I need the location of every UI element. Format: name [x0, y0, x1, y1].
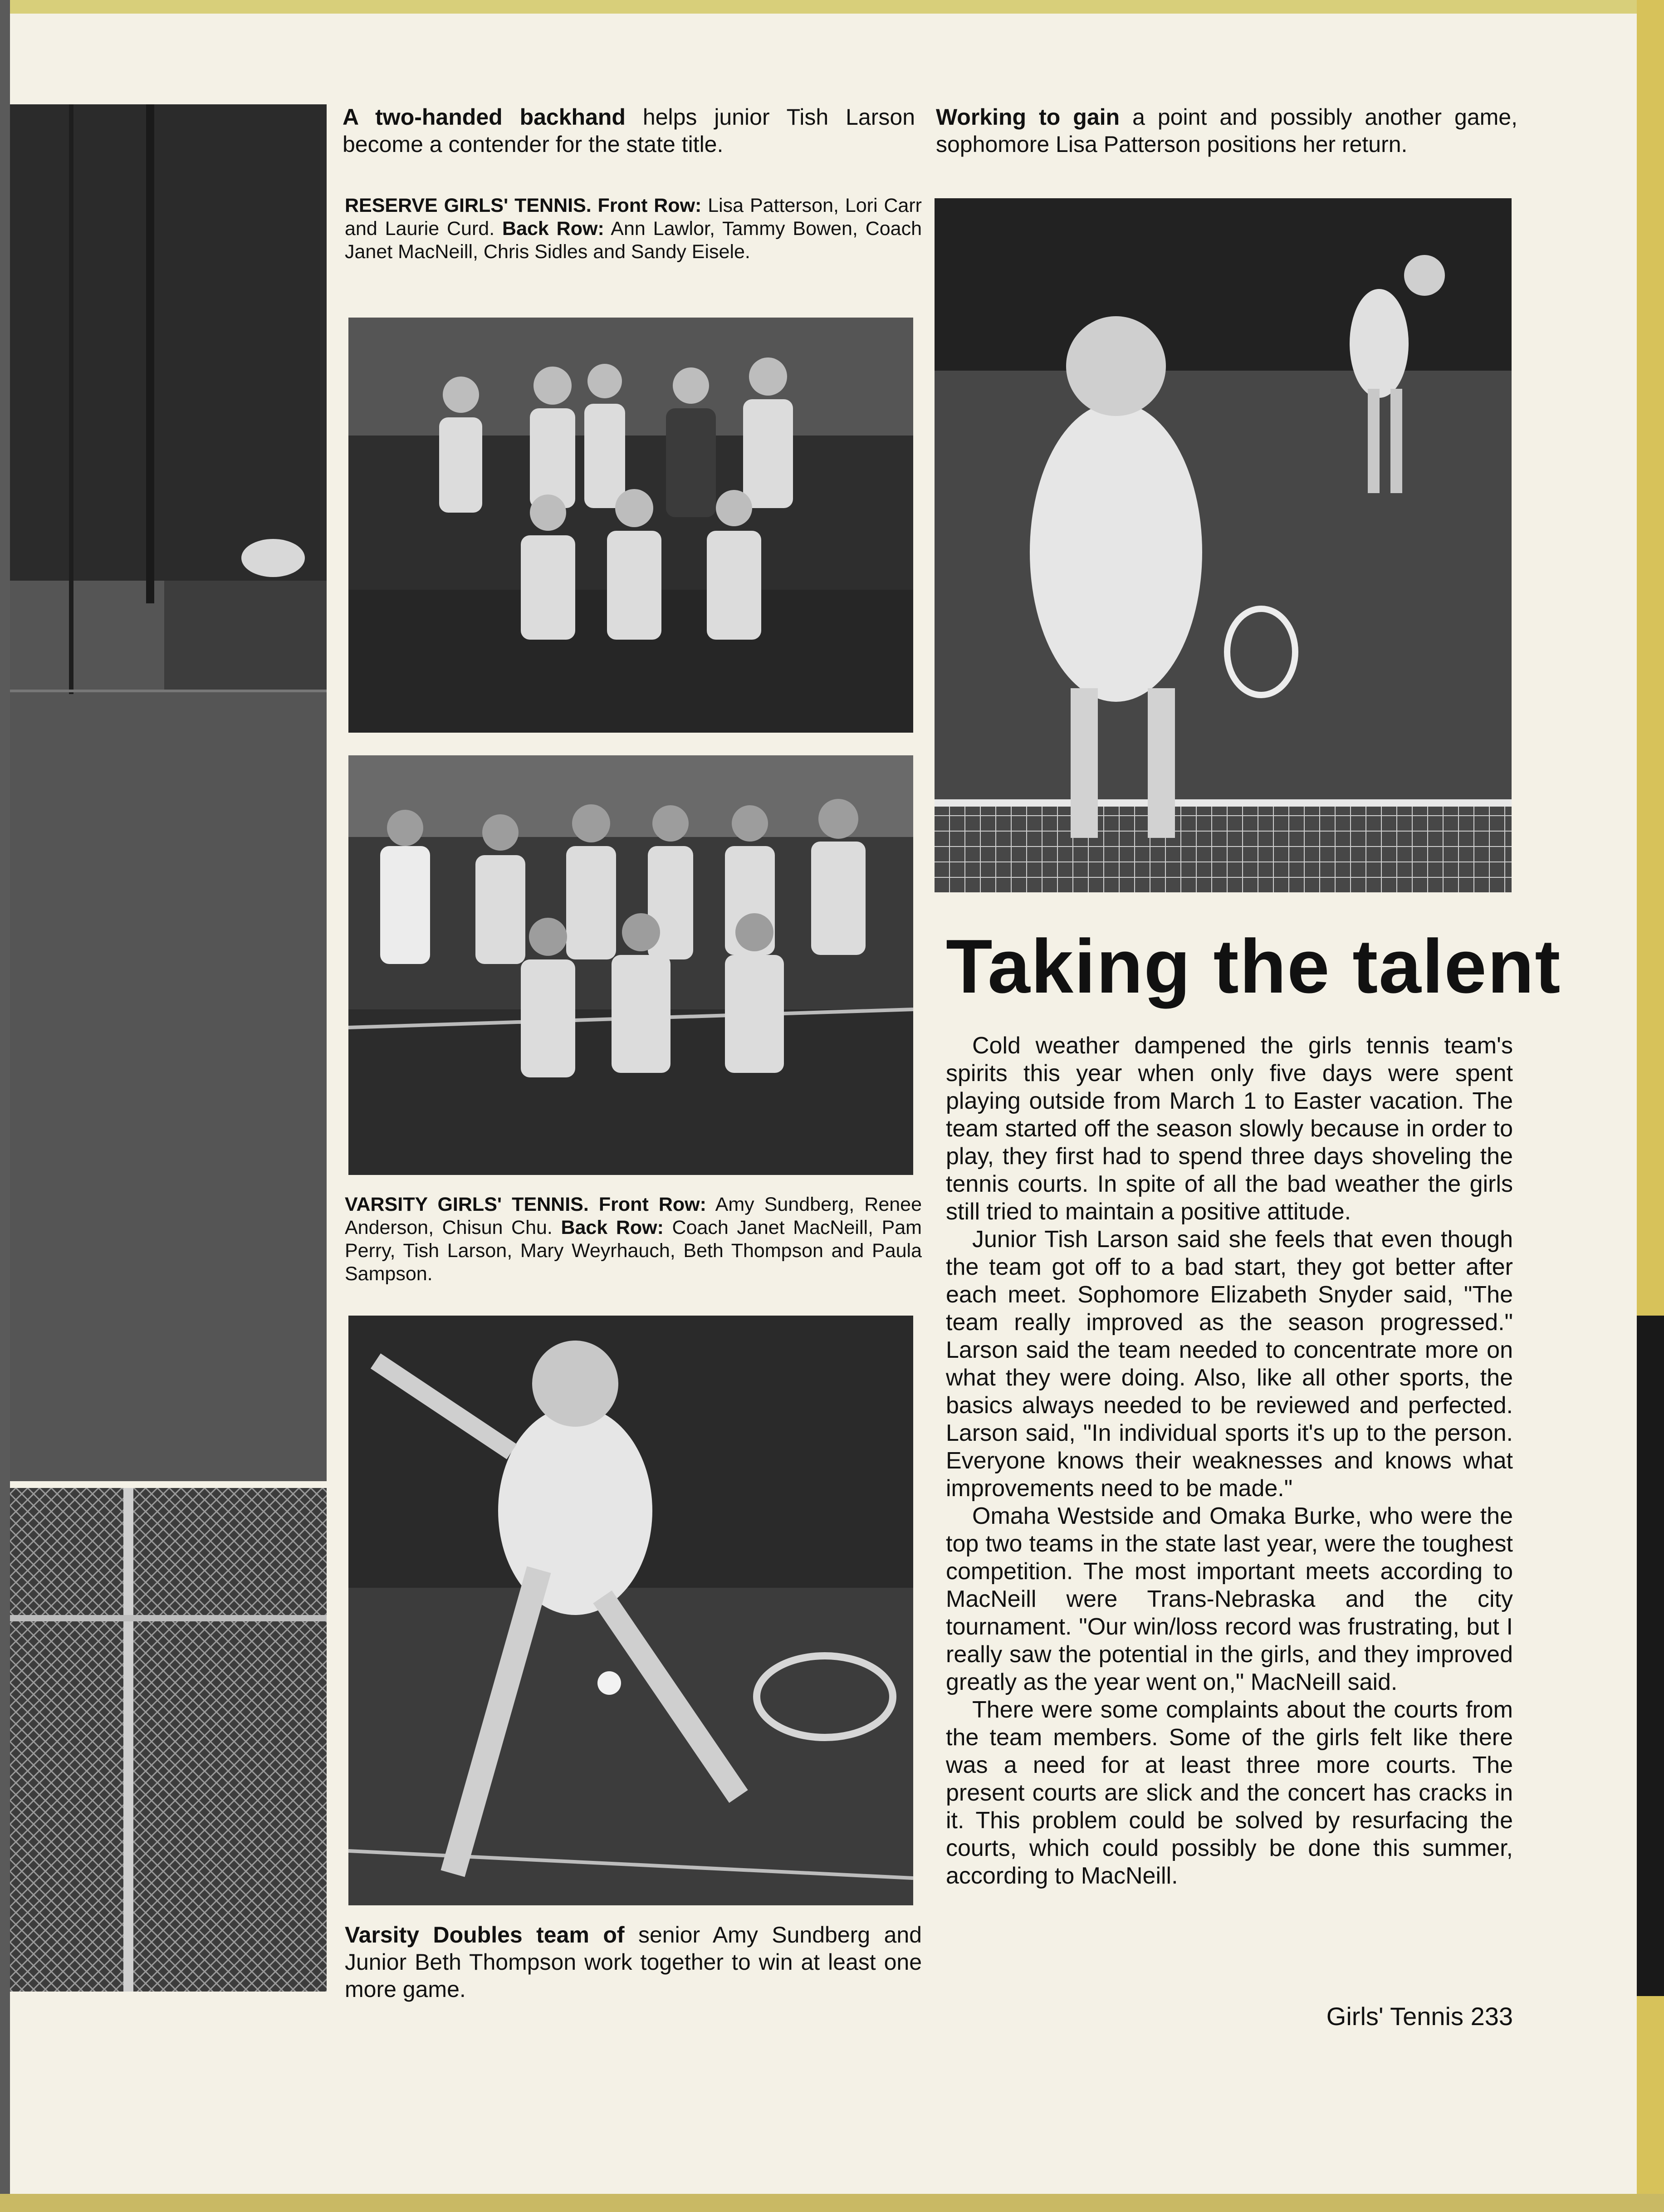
doubles-caption-text: senior Amy Sundberg and Junior Beth Thompson work together to win at least one more game.: [345, 1922, 922, 2002]
page-edge-right-dark: [1637, 1316, 1664, 1996]
doubles-caption: [345, 1921, 922, 2003]
reserve-team-photo: [348, 318, 913, 733]
article-paragraph: Junior Tish Larson said she feels that even though the team got off to a bad start, they got better after each meet. Sophomore Elizabeth Snyder said, "The team really improved as the season progressed." Larson said the team needed to concentrate more on what they were doing. Also, like all other sports, the basics always needed to be reviewed and perfected. Larson said, "In individual sports it's up to the person. Everyone knows their weaknesses and knows what improvements need to be made.": [946, 1226, 1513, 1502]
page-folio: [1270, 2001, 1513, 2032]
article-body: [946, 1032, 1513, 1890]
patterson-caption-lead: Working to gain: [936, 104, 1120, 130]
folio-section: Girls' Tennis: [1326, 2002, 1463, 2031]
page-edge-bottom: [0, 2194, 1664, 2212]
doubles-caption-lead: Varsity Doubles team of: [345, 1922, 625, 1948]
varsity-team-photo: [348, 755, 913, 1175]
reserve-front-names: Lisa Patterson, Lori Carr and Laurie Curd.: [345, 195, 922, 240]
doubles-photo: [348, 1316, 913, 1905]
varsity-team-caption: [345, 1193, 922, 1286]
varsity-caption-title: VARSITY GIRLS' TENNIS.: [345, 1194, 589, 1215]
varsity-front-label: Front Row:: [588, 1194, 706, 1215]
article-paragraph: There were some complaints about the courts from the team members. Some of the girls felt like there was a need for at least three more courts. The present courts are slick and the concert has cracks in it. This problem could be solved by resurfacing the courts, which could possibly be done this summer, according to MacNeill.: [946, 1697, 1513, 1889]
patterson-caption: [936, 103, 1517, 158]
fence-photo: [10, 1488, 327, 1992]
backhand-caption-text: helps junior Tish Larson become a contender for the state title.: [343, 104, 915, 157]
reserve-team-caption: [345, 194, 922, 264]
reserve-front-label: Front Row:: [591, 195, 702, 216]
varsity-back-names: Coach Janet MacNeill, Pam Perry, Tish Larson, Mary Weyrhauch, Beth Thompson and Paula Sampson.: [345, 1217, 922, 1285]
backhand-photo: [10, 104, 327, 1481]
backhand-caption: [343, 103, 915, 158]
reserve-caption-title: RESERVE GIRLS' TENNIS.: [345, 195, 592, 216]
folio-page-number: 233: [1470, 2002, 1513, 2031]
article-paragraph: Omaha Westside and Omaka Burke, who were the top two teams in the state last year, were the toughest competition. The most important meets according to MacNeill were Trans-Nebraska and the city tournament. "Our win/loss record was frustrating, but I really saw the potential in the girls, and they improved greatly as the year went on," MacNeill said.: [946, 1503, 1513, 1695]
patterson-caption-text: a point and possibly another game, sophomore Lisa Patterson positions her return.: [936, 104, 1517, 157]
article-headline: Taking the talent: [946, 924, 1561, 1009]
varsity-back-label: Back Row:: [552, 1217, 664, 1238]
patterson-photo: [935, 198, 1512, 892]
reserve-back-label: Back Row:: [494, 218, 604, 240]
page-edge-left: [0, 0, 10, 2212]
page-edge-top: [0, 0, 1664, 14]
varsity-front-names: Amy Sundberg, Renee Anderson, Chisun Chu.: [345, 1194, 922, 1238]
backhand-caption-lead: A two-handed backhand: [343, 104, 626, 130]
reserve-back-names: Ann Lawlor, Tammy Bowen, Coach Janet MacNeill, Chris Sidles and Sandy Eisele.: [345, 218, 922, 263]
article-paragraph: Cold weather dampened the girls tennis team's spirits this year when only five days were spent playing outside from March 1 to Easter vacation. The team started off the season slowly because in order to play, they first had to spend three days shoveling the tennis courts. In spite of all the bad weather the girls still tried to maintain a positive attitude.: [946, 1033, 1513, 1225]
